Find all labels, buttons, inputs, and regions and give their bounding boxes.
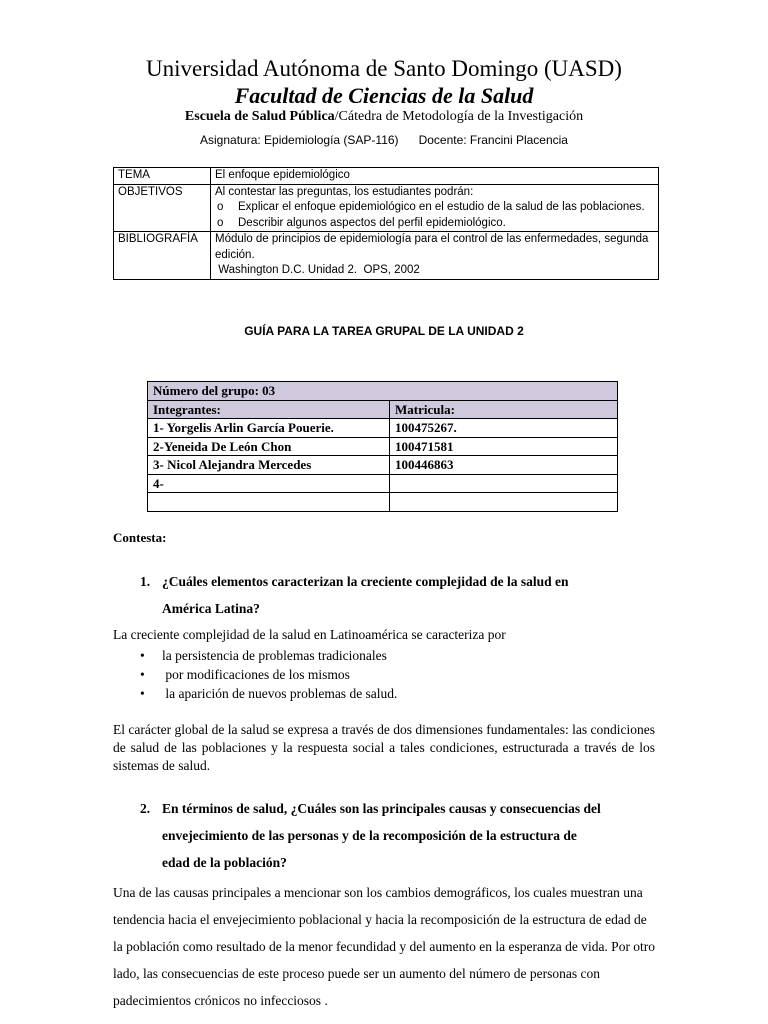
bibliografia-line: Módulo de principios de epidemiología para el control de las enfermedades, segunda edición. [215, 233, 649, 261]
list-item [140, 646, 397, 665]
answer-1-paragraph: El carácter global de la salud se expresa a través de dos dimensiones fundamentales: las condiciones de salud de las poblaciones y la respuesta social a tales condiciones, estructurada a través de los sistemas de salud. [113, 722, 655, 773]
objetivos-label: OBJETIVOS [114, 184, 211, 232]
guide-title: GUÍA PARA LA TAREA GRUPAL DE LA UNIDAD 2 [244, 324, 524, 338]
objetivo-text: Describir algunos aspectos del perfil epidemiológico. [238, 216, 506, 229]
bibliografia-label: BIBLIOGRAFÍA [114, 232, 211, 280]
university-title: Universidad Autónoma de Santo Domingo (UASD) [146, 56, 622, 81]
table-row [148, 474, 618, 493]
info-row-bibliografia [114, 232, 659, 280]
info-table [113, 167, 659, 280]
faculty-title: Facultad de Ciencias de la Salud [234, 83, 534, 108]
question-2-line: En términos de salud, ¿Cuáles son las principales causas y consecuencias del [162, 801, 601, 816]
tema-value: El enfoque epidemiológico [211, 168, 659, 185]
bibliografia-line: Washington D.C. Unidad 2. OPS, 2002 [215, 264, 420, 276]
bullet-icon: • [140, 648, 145, 663]
member-id [390, 474, 618, 493]
contesta-label: Contesta: [113, 530, 167, 545]
list-item-text: la persistencia de problemas tradicionales [162, 648, 387, 663]
table-row [148, 437, 618, 456]
id-header: Matricula: [390, 400, 618, 419]
question-number: 2. [140, 801, 151, 816]
circle-bullet-icon: o [217, 216, 224, 229]
bullet-icon: • [140, 686, 145, 701]
info-row-tema [114, 168, 659, 185]
table-row [148, 419, 618, 438]
chair-name: /Cátedra de Metodología de la Investigación [334, 109, 584, 124]
objetivo-item [215, 200, 654, 216]
question-2-line: edad de la población? [162, 855, 287, 870]
members-header: Integrantes: [148, 400, 390, 419]
answer-2-paragraph: Una de las causas principales a mencionar son los cambios demográficos, los cuales muestran una tendencia hacia el envejecimiento poblacional y hacia la recomposición de la estructura de edad de la población como resultado de la menor fecundidad y del aumento en la esperanza de vida. Por otro lado, las consecuencias de este proceso puede ser un aumento del número de personas con padecimientos crónicos no infecciosos . [113, 885, 656, 1008]
member-id: 100446863 [390, 456, 618, 475]
list-item-text: por modificaciones de los mismos [162, 667, 350, 682]
circle-bullet-icon: o [217, 201, 224, 213]
member-id: 100471581 [390, 437, 618, 456]
table-row [148, 456, 618, 475]
member-name: 1- Yorgelis Arlin García Pouerie. [148, 419, 390, 438]
question-2-line: envejecimiento de las personas y de la recomposición de la estructura de [162, 828, 577, 843]
table-row [148, 493, 618, 512]
teacher-label: Docente: Francini Placencia [418, 133, 568, 147]
school-name: Escuela de Salud Pública [184, 109, 335, 124]
group-number-row [148, 382, 618, 401]
question-number: 1. [140, 574, 151, 589]
question-1-line: América Latina? [162, 601, 260, 616]
bullet-icon: • [140, 667, 145, 682]
answer-1-bullets [140, 646, 397, 703]
tema-label: TEMA [114, 168, 211, 185]
question-1-line: ¿Cuáles elementos caracterizan la creciente complejidad de la salud en [162, 574, 569, 589]
school-line [0, 109, 768, 125]
subject-line [0, 133, 768, 147]
group-table [147, 381, 618, 512]
objetivos-intro: Al contestar las preguntas, los estudiantes podrán: [215, 185, 474, 198]
member-id [390, 493, 618, 512]
bibliografia-value [211, 232, 659, 280]
answer-1-intro: La creciente complejidad de la salud en Latinoamérica se caracteriza por [113, 627, 506, 642]
subject-label: Asignatura: Epidemiología (SAP-116) [200, 133, 399, 147]
list-item-text: la aparición de nuevos problemas de salud. [162, 686, 398, 701]
member-name: 3- Nicol Alejandra Mercedes [148, 456, 390, 475]
objetivos-value [211, 184, 659, 232]
member-name [148, 493, 390, 512]
group-header-row [148, 400, 618, 419]
member-id: 100475267. [390, 419, 618, 438]
member-name: 2-Yeneida De León Chon [148, 437, 390, 456]
group-number: Número del grupo: 03 [148, 382, 618, 401]
member-name: 4- [148, 474, 390, 493]
list-item [140, 684, 397, 703]
list-item [140, 665, 397, 684]
objetivo-text: Explicar el enfoque epidemiológico en el estudio de la salud de las poblaciones. [238, 201, 645, 213]
info-row-objetivos [114, 184, 659, 232]
objetivo-item [215, 216, 654, 232]
